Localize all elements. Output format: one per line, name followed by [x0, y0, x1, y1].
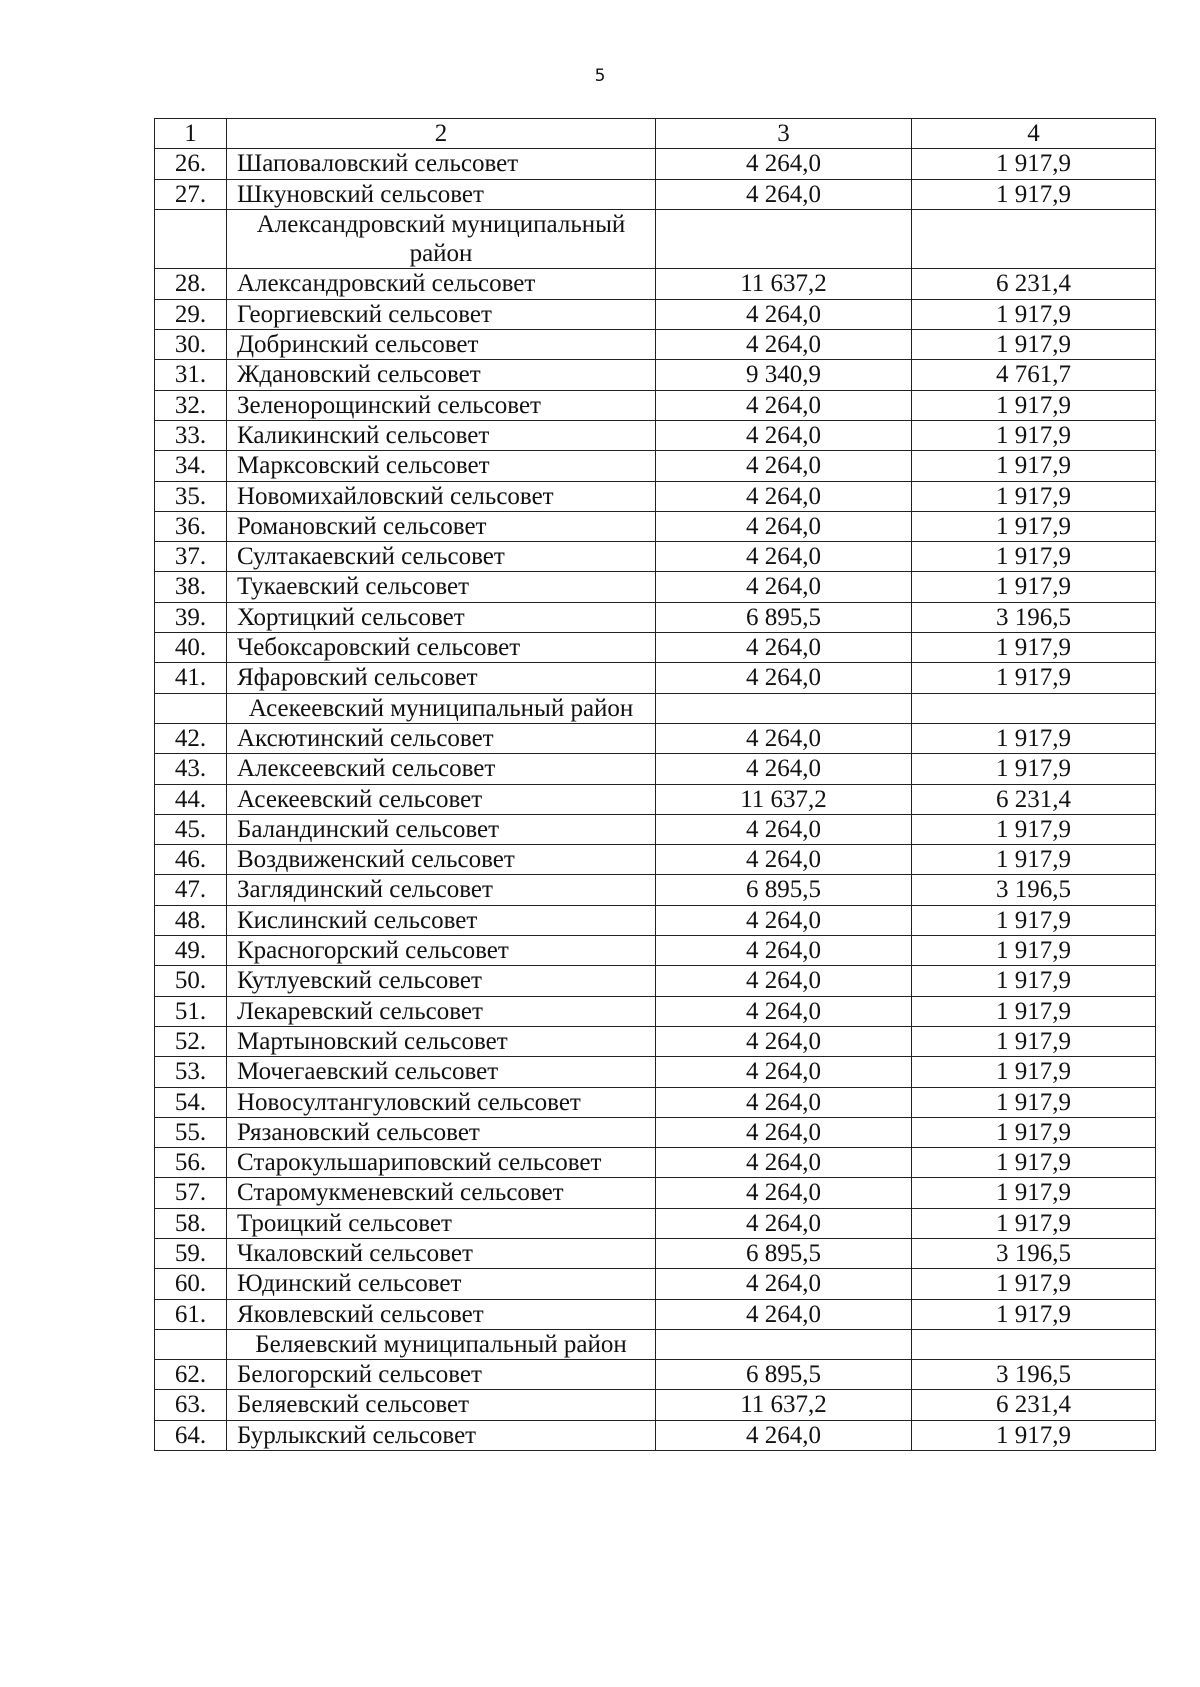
- value-col3: [656, 209, 912, 269]
- row-number: 61.: [155, 1299, 227, 1329]
- section-header-row: [155, 209, 1156, 269]
- table-row: [155, 602, 1156, 632]
- value-col4: 3 196,5: [912, 875, 1156, 905]
- header-cell-2: 2: [227, 119, 656, 149]
- table-row: [155, 1148, 1156, 1178]
- council-name: Шаповаловский сельсовет: [227, 149, 656, 179]
- row-number: 42.: [155, 723, 227, 753]
- value-col3: 11 637,2: [656, 269, 912, 299]
- value-col3: [656, 693, 912, 723]
- row-number: 54.: [155, 1087, 227, 1117]
- table-row: [155, 663, 1156, 693]
- row-number: 59.: [155, 1238, 227, 1268]
- value-col4: 1 917,9: [912, 330, 1156, 360]
- row-number: 60.: [155, 1269, 227, 1299]
- table-row: [155, 360, 1156, 390]
- table-row: [155, 572, 1156, 602]
- row-number: 58.: [155, 1208, 227, 1238]
- table-row: [155, 149, 1156, 179]
- value-col4: [912, 693, 1156, 723]
- row-number: 56.: [155, 1148, 227, 1178]
- value-col3: 6 895,5: [656, 602, 912, 632]
- value-col4: 1 917,9: [912, 1178, 1156, 1208]
- row-number: 32.: [155, 390, 227, 420]
- row-number: 57.: [155, 1178, 227, 1208]
- table-body: [155, 119, 1156, 1451]
- table-row: [155, 542, 1156, 572]
- value-col3: 4 264,0: [656, 1057, 912, 1087]
- row-number: 30.: [155, 330, 227, 360]
- value-col4: 1 917,9: [912, 1117, 1156, 1147]
- value-col4: 1 917,9: [912, 1087, 1156, 1117]
- table-row: [155, 1390, 1156, 1420]
- council-name: Красногорский сельсовет: [227, 936, 656, 966]
- table-row: [155, 1208, 1156, 1238]
- council-name: Воздвиженский сельсовет: [227, 845, 656, 875]
- council-name: Каликинский сельсовет: [227, 420, 656, 450]
- value-col3: 4 264,0: [656, 966, 912, 996]
- value-col4: 3 196,5: [912, 602, 1156, 632]
- council-name: Чебоксаровский сельсовет: [227, 633, 656, 663]
- row-number: 40.: [155, 633, 227, 663]
- value-col3: 4 264,0: [656, 723, 912, 753]
- value-col3: 4 264,0: [656, 996, 912, 1026]
- value-col4: [912, 1329, 1156, 1359]
- row-number: 52.: [155, 1026, 227, 1056]
- council-name: Добринский сельсовет: [227, 330, 656, 360]
- value-col4: 1 917,9: [912, 511, 1156, 541]
- value-col3: 4 264,0: [656, 1087, 912, 1117]
- council-name: Старокульшариповский сельсовет: [227, 1148, 656, 1178]
- table-row: [155, 1117, 1156, 1147]
- table-row: [155, 633, 1156, 663]
- value-col3: 4 264,0: [656, 1299, 912, 1329]
- value-col4: 1 917,9: [912, 936, 1156, 966]
- council-name: Новомихайловский сельсовет: [227, 481, 656, 511]
- value-col4: 1 917,9: [912, 390, 1156, 420]
- row-number: 41.: [155, 663, 227, 693]
- value-col4: 1 917,9: [912, 633, 1156, 663]
- table-row: [155, 1238, 1156, 1268]
- value-col4: 1 917,9: [912, 1026, 1156, 1056]
- value-col4: 1 917,9: [912, 1057, 1156, 1087]
- value-col3: 4 264,0: [656, 1178, 912, 1208]
- value-col4: 6 231,4: [912, 269, 1156, 299]
- value-col3: 4 264,0: [656, 420, 912, 450]
- value-col4: 1 917,9: [912, 1148, 1156, 1178]
- table-row: [155, 1087, 1156, 1117]
- council-name: Алексеевский сельсовет: [227, 754, 656, 784]
- value-col3: 4 264,0: [656, 299, 912, 329]
- council-name: Беляевский сельсовет: [227, 1390, 656, 1420]
- value-col3: 4 264,0: [656, 845, 912, 875]
- value-col4: 1 917,9: [912, 663, 1156, 693]
- table-row: [155, 966, 1156, 996]
- row-number: 37.: [155, 542, 227, 572]
- table-row: [155, 723, 1156, 753]
- table-row: [155, 1178, 1156, 1208]
- row-number: 39.: [155, 602, 227, 632]
- row-number: 45.: [155, 814, 227, 844]
- row-number: 33.: [155, 420, 227, 450]
- council-name: Яковлевский сельсовет: [227, 1299, 656, 1329]
- value-col4: 1 917,9: [912, 542, 1156, 572]
- table-row: [155, 1420, 1156, 1450]
- value-col3: [656, 1329, 912, 1359]
- district-name: Беляевский муниципальный район: [227, 1329, 656, 1359]
- row-number: 27.: [155, 179, 227, 209]
- value-col4: 1 917,9: [912, 723, 1156, 753]
- table-row: [155, 1269, 1156, 1299]
- row-number: 50.: [155, 966, 227, 996]
- council-name: Хортицкий сельсовет: [227, 602, 656, 632]
- header-cell-4: 4: [912, 119, 1156, 149]
- row-number: 28.: [155, 269, 227, 299]
- value-col4: 1 917,9: [912, 905, 1156, 935]
- row-number: 43.: [155, 754, 227, 784]
- row-number: 48.: [155, 905, 227, 935]
- value-col3: 9 340,9: [656, 360, 912, 390]
- table-row: [155, 390, 1156, 420]
- council-name: Мочегаевский сельсовет: [227, 1057, 656, 1087]
- value-col3: 4 264,0: [656, 633, 912, 663]
- council-name: Кислинский сельсовет: [227, 905, 656, 935]
- council-name: Лекаревский сельсовет: [227, 996, 656, 1026]
- row-number: 38.: [155, 572, 227, 602]
- value-col3: 4 264,0: [656, 330, 912, 360]
- row-number: [155, 1329, 227, 1359]
- council-name: Чкаловский сельсовет: [227, 1238, 656, 1268]
- council-name: Кутлуевский сельсовет: [227, 966, 656, 996]
- table-row: [155, 814, 1156, 844]
- value-col4: 1 917,9: [912, 1208, 1156, 1238]
- council-name: Заглядинский сельсовет: [227, 875, 656, 905]
- value-col3: 4 264,0: [656, 1208, 912, 1238]
- value-col3: 11 637,2: [656, 784, 912, 814]
- value-col4: 3 196,5: [912, 1360, 1156, 1390]
- council-name: Юдинский сельсовет: [227, 1269, 656, 1299]
- row-number: 36.: [155, 511, 227, 541]
- table-row: [155, 330, 1156, 360]
- value-col4: 1 917,9: [912, 754, 1156, 784]
- value-col4: 6 231,4: [912, 1390, 1156, 1420]
- value-col3: 4 264,0: [656, 1026, 912, 1056]
- value-col3: 4 264,0: [656, 451, 912, 481]
- value-col4: 3 196,5: [912, 1238, 1156, 1268]
- row-number: 53.: [155, 1057, 227, 1087]
- council-name: Новосултангуловский сельсовет: [227, 1087, 656, 1117]
- table-row: [155, 420, 1156, 450]
- row-number: 31.: [155, 360, 227, 390]
- row-number: [155, 209, 227, 269]
- row-number: 51.: [155, 996, 227, 1026]
- value-col4: 6 231,4: [912, 784, 1156, 814]
- council-name: Александровский сельсовет: [227, 269, 656, 299]
- value-col4: 1 917,9: [912, 179, 1156, 209]
- table-row: [155, 845, 1156, 875]
- council-name: Султакаевский сельсовет: [227, 542, 656, 572]
- council-name: Рязановский сельсовет: [227, 1117, 656, 1147]
- allocation-table: [154, 118, 1156, 1451]
- table-row: [155, 481, 1156, 511]
- value-col3: 4 264,0: [656, 663, 912, 693]
- table-row: [155, 299, 1156, 329]
- table-row: [155, 754, 1156, 784]
- table-row: [155, 996, 1156, 1026]
- table-row: [155, 936, 1156, 966]
- value-col3: 4 264,0: [656, 814, 912, 844]
- value-col3: 4 264,0: [656, 936, 912, 966]
- row-number: 29.: [155, 299, 227, 329]
- table-row: [155, 875, 1156, 905]
- district-name: Асекеевский муниципальный район: [227, 693, 656, 723]
- row-number: 55.: [155, 1117, 227, 1147]
- row-number: 35.: [155, 481, 227, 511]
- council-name: Баландинский сельсовет: [227, 814, 656, 844]
- value-col3: 4 264,0: [656, 1117, 912, 1147]
- value-col3: 4 264,0: [656, 390, 912, 420]
- row-number: 26.: [155, 149, 227, 179]
- value-col4: 1 917,9: [912, 996, 1156, 1026]
- council-name: Георгиевский сельсовет: [227, 299, 656, 329]
- value-col3: 4 264,0: [656, 149, 912, 179]
- value-col3: 4 264,0: [656, 1269, 912, 1299]
- district-name: Александровский муниципальный район: [227, 209, 656, 269]
- table-row: [155, 1057, 1156, 1087]
- council-name: Бурлыкский сельсовет: [227, 1420, 656, 1450]
- council-name: Аксютинский сельсовет: [227, 723, 656, 753]
- value-col3: 4 264,0: [656, 481, 912, 511]
- value-col4: 1 917,9: [912, 966, 1156, 996]
- value-col4: 1 917,9: [912, 149, 1156, 179]
- value-col3: 4 264,0: [656, 179, 912, 209]
- table-row: [155, 1299, 1156, 1329]
- council-name: Романовский сельсовет: [227, 511, 656, 541]
- row-number: 44.: [155, 784, 227, 814]
- row-number: 63.: [155, 1390, 227, 1420]
- value-col3: 4 264,0: [656, 754, 912, 784]
- header-cell-3: 3: [656, 119, 912, 149]
- value-col3: 6 895,5: [656, 1360, 912, 1390]
- row-number: 47.: [155, 875, 227, 905]
- council-name: Зеленорощинский сельсовет: [227, 390, 656, 420]
- section-header-row: [155, 1329, 1156, 1359]
- council-name: Асекеевский сельсовет: [227, 784, 656, 814]
- table-row: [155, 451, 1156, 481]
- value-col3: 6 895,5: [656, 875, 912, 905]
- page-number: 5: [594, 66, 606, 86]
- value-col4: 1 917,9: [912, 451, 1156, 481]
- council-name: Шкуновский сельсовет: [227, 179, 656, 209]
- value-col3: 4 264,0: [656, 511, 912, 541]
- value-col3: 11 637,2: [656, 1390, 912, 1420]
- council-name: Старомукменевский сельсовет: [227, 1178, 656, 1208]
- value-col4: 1 917,9: [912, 814, 1156, 844]
- row-number: 46.: [155, 845, 227, 875]
- table-row: [155, 905, 1156, 935]
- council-name: Ждановский сельсовет: [227, 360, 656, 390]
- table-row: [155, 269, 1156, 299]
- council-name: Марксовский сельсовет: [227, 451, 656, 481]
- value-col3: 6 895,5: [656, 1238, 912, 1268]
- council-name: Мартыновский сельсовет: [227, 1026, 656, 1056]
- row-number: [155, 693, 227, 723]
- council-name: Белогорский сельсовет: [227, 1360, 656, 1390]
- header-cell-1: 1: [155, 119, 227, 149]
- table-row: [155, 179, 1156, 209]
- table-row: [155, 784, 1156, 814]
- value-col4: 1 917,9: [912, 845, 1156, 875]
- council-name: Тукаевский сельсовет: [227, 572, 656, 602]
- value-col4: 4 761,7: [912, 360, 1156, 390]
- value-col4: 1 917,9: [912, 1420, 1156, 1450]
- row-number: 34.: [155, 451, 227, 481]
- value-col4: 1 917,9: [912, 420, 1156, 450]
- value-col3: 4 264,0: [656, 1420, 912, 1450]
- row-number: 62.: [155, 1360, 227, 1390]
- row-number: 49.: [155, 936, 227, 966]
- council-name: Троицкий сельсовет: [227, 1208, 656, 1238]
- table-header-row: [155, 119, 1156, 149]
- table-row: [155, 1360, 1156, 1390]
- value-col4: 1 917,9: [912, 572, 1156, 602]
- value-col4: 1 917,9: [912, 1299, 1156, 1329]
- row-number: 64.: [155, 1420, 227, 1450]
- table-row: [155, 511, 1156, 541]
- table-row: [155, 1026, 1156, 1056]
- value-col3: 4 264,0: [656, 542, 912, 572]
- council-name: Яфаровский сельсовет: [227, 663, 656, 693]
- value-col3: 4 264,0: [656, 572, 912, 602]
- value-col4: 1 917,9: [912, 1269, 1156, 1299]
- value-col4: 1 917,9: [912, 299, 1156, 329]
- section-header-row: [155, 693, 1156, 723]
- value-col3: 4 264,0: [656, 905, 912, 935]
- value-col4: [912, 209, 1156, 269]
- value-col3: 4 264,0: [656, 1148, 912, 1178]
- value-col4: 1 917,9: [912, 481, 1156, 511]
